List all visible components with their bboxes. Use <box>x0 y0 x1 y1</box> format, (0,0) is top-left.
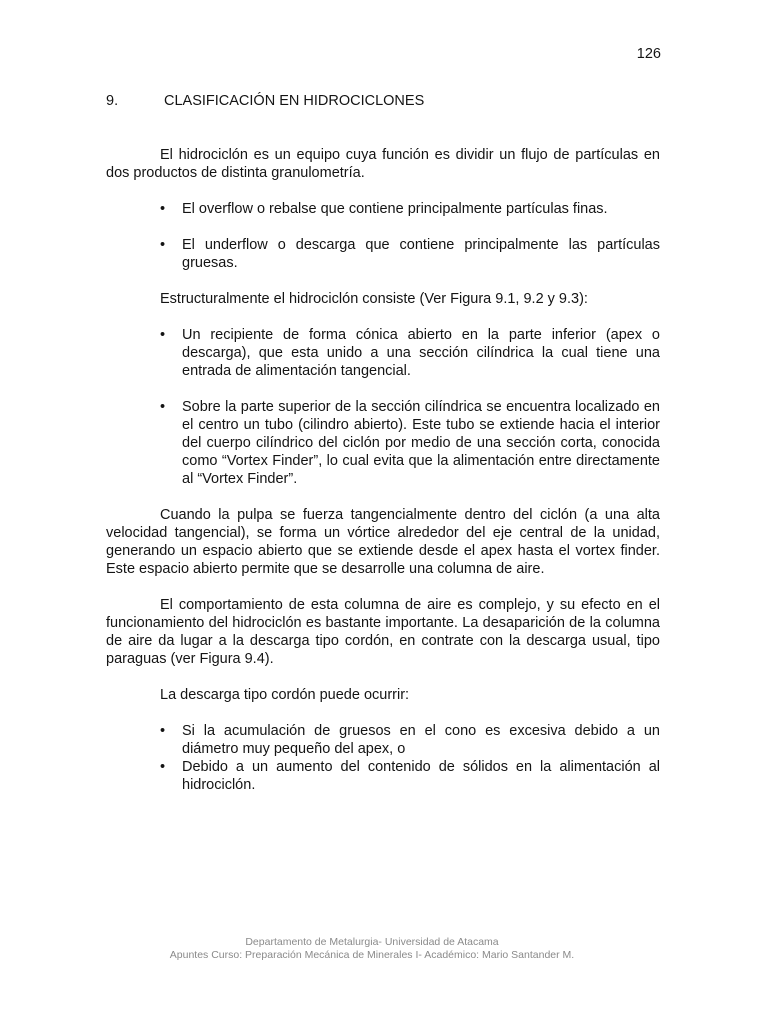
list-item-text: Si la acumulación de gruesos en el cono es excesiva debido a un diámetro muy pequeño del apex, o <box>182 723 660 757</box>
section-title: CLASIFICACIÓN EN HIDROCICLONES <box>164 93 425 109</box>
bullet-list-products <box>106 200 660 272</box>
list-item <box>160 326 660 380</box>
paragraph-structure: Estructuralmente el hidrociclón consiste (Ver Figura 9.1, 9.2 y 9.3): <box>160 291 588 307</box>
section-heading <box>106 93 424 109</box>
list-item-text: Sobre la parte superior de la sección cilíndrica se encuentra localizado en el centro un tubo (cilindro abierto). Este tubo se extiende hacia el interior del cuerpo cilíndrico del ciclón por medio de una sección corta, conocida como “Vortex Finder”, lo cual evita que la alimentación entre directamente al “Vortex Finder”. <box>182 399 660 487</box>
page-footer <box>0 936 744 962</box>
page-number: 126 <box>636 46 661 62</box>
bullet-icon: • <box>160 327 166 343</box>
footer-course: Apuntes Curso: Preparación Mecánica de Minerales I- Académico: Mario Santander M. <box>169 949 575 961</box>
list-item <box>160 236 660 272</box>
list-item-text: Debido a un aumento del contenido de sólidos en la alimentación al hidrociclón. <box>182 759 660 793</box>
bullet-list-structure <box>106 326 660 488</box>
bullet-icon: • <box>160 201 166 217</box>
list-item-text: Un recipiente de forma cónica abierto en la parte inferior (apex o descarga), que esta unido a una sección cilíndrica la cual tiene una entrada de alimentación tangencial. <box>182 327 660 379</box>
paragraph-vortex: Cuando la pulpa se fuerza tangencialmente dentro del ciclón (a una alta velocidad tangencial), se forma un vórtice alrededor del eje central de la unidad, generando un espacio abierto que se extiende desde el apex hasta el vortex finder. Este espacio abierto permite que se desarrolle una columna de aire. <box>106 507 660 577</box>
document-body <box>106 146 660 794</box>
section-number: 9. <box>106 93 119 109</box>
list-item <box>160 398 660 488</box>
list-item <box>160 758 660 794</box>
list-item-text: El overflow o rebalse que contiene principalmente partículas finas. <box>182 201 608 217</box>
paragraph-cord-discharge: La descarga tipo cordón puede ocurrir: <box>160 687 410 703</box>
footer-department: Departamento de Metalurgia- Universidad de Atacama <box>245 936 499 948</box>
paragraph-air-column: El comportamiento de esta columna de aire es complejo, y su efecto en el funcionamiento del hidrociclón es bastante importante. La desaparición de la columna de aire da lugar a la descarga tipo cordón, en contrate con la descarga usual, tipo paraguas (ver Figura 9.4). <box>106 597 660 667</box>
paragraph-intro: El hidrociclón es un equipo cuya función es dividir un flujo de partículas en dos productos de distinta granulometría. <box>106 147 660 181</box>
bullet-list-conditions <box>106 722 660 794</box>
bullet-icon: • <box>160 237 166 253</box>
list-item-text: El underflow o descarga que contiene principalmente las partículas gruesas. <box>182 237 660 271</box>
bullet-icon: • <box>160 759 166 775</box>
bullet-icon: • <box>160 723 166 739</box>
list-item <box>160 200 660 218</box>
bullet-icon: • <box>160 399 166 415</box>
list-item <box>160 722 660 758</box>
